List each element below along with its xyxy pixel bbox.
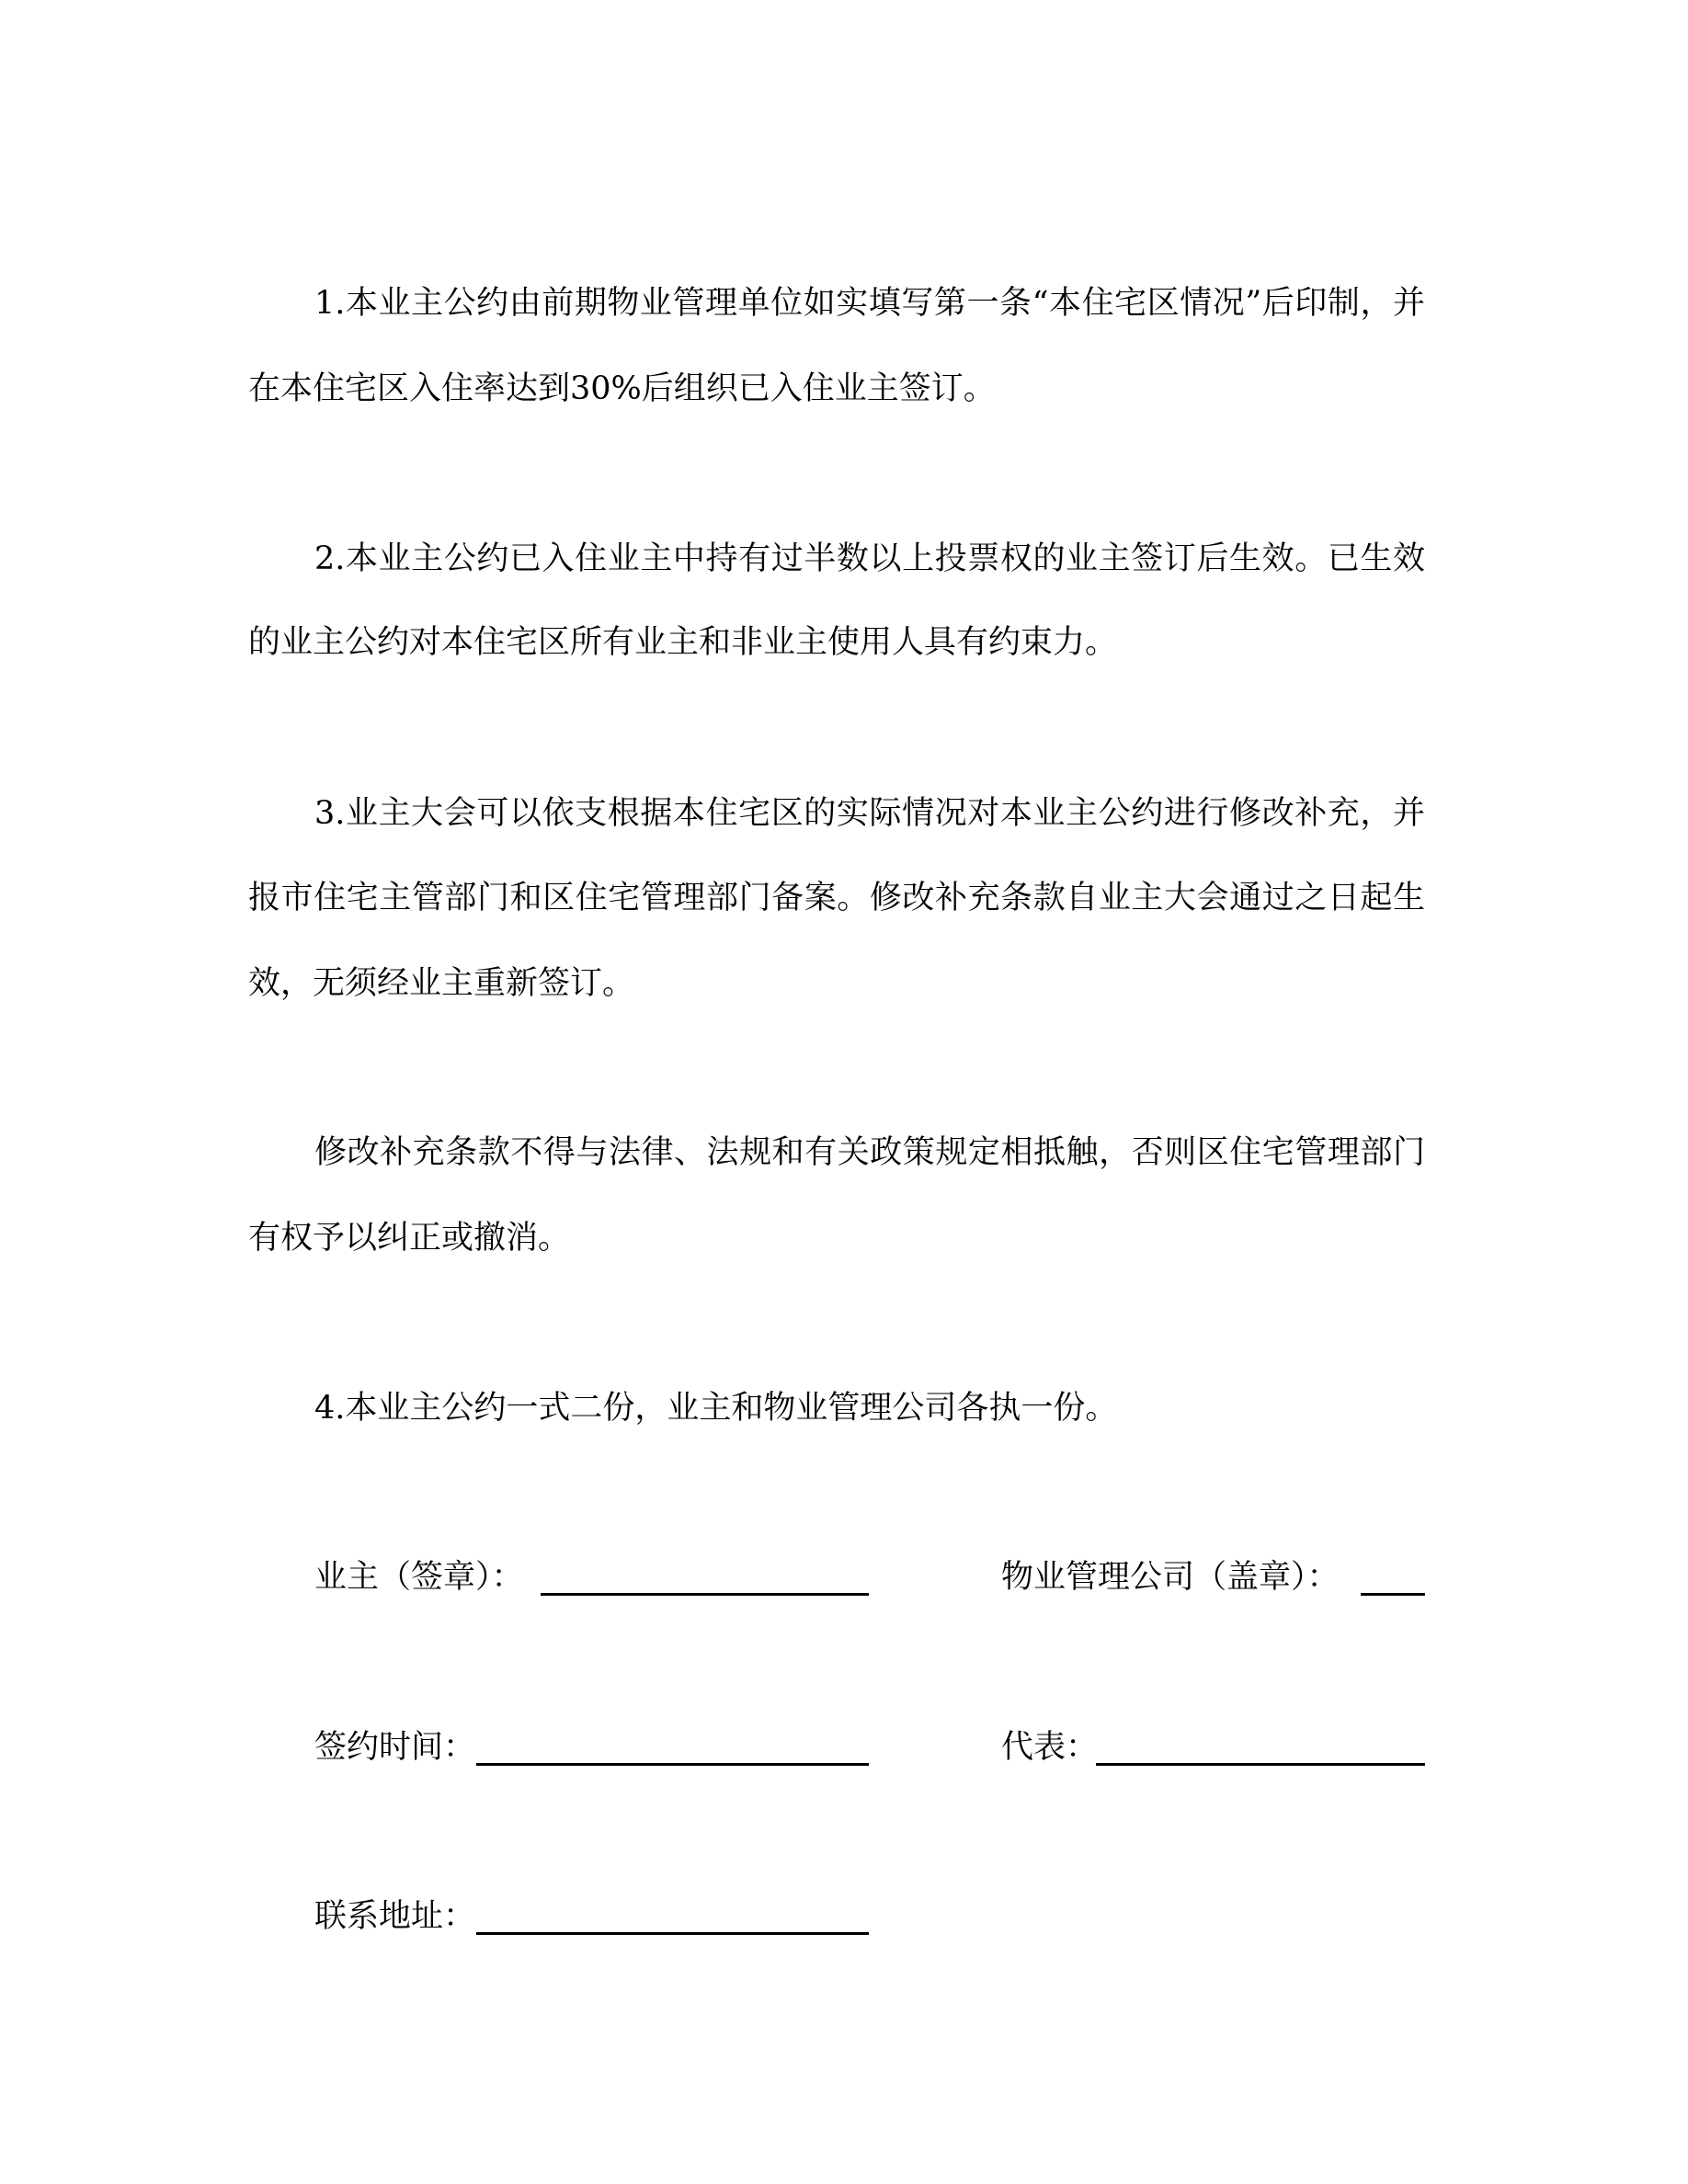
sign-date-label: 签约时间： — [314, 1729, 476, 1766]
address-label: 联系地址： — [314, 1898, 476, 1935]
paragraph-3-line-1: 3.业主大会可以依支根据本住宅区的实际情况对本业主公约进行修改补充，并 — [314, 795, 1425, 832]
paragraph-4-line-1: 修改补充条款不得与法律、法规和有关政策规定相抵触，否则区住宅管理部门 — [314, 1134, 1425, 1171]
paragraph-3-line-2: 报市住宅主管部门和区住宅管理部门备案。修改补充条款自业主大会通过之日起生 — [248, 880, 1425, 916]
company-seal-label: 物业管理公司（盖章）： — [1001, 1559, 1340, 1596]
paragraph-2-line-1: 2.本业主公约已入住业主中持有过半数以上投票权的业主签订后生效。已生效 — [314, 540, 1425, 577]
paragraph-2-line-2: 的业主公约对本住宅区所有业主和非业主使用人具有约束力。 — [248, 624, 1118, 661]
paragraph-1-line-1: 1.本业主公约由前期物业管理单位如实填写第一条“本住宅区情况”后印制，并 — [314, 285, 1425, 322]
company-seal-line[interactable] — [1361, 1593, 1425, 1596]
representative-line[interactable] — [1096, 1763, 1425, 1766]
owner-signature-label: 业主（签章）： — [314, 1559, 524, 1596]
paragraph-1-line-2: 在本住宅区入住率达到30%后组织已入住业主签订。 — [248, 370, 996, 407]
paragraph-4-line-2: 有权予以纠正或撤消。 — [248, 1220, 571, 1257]
representative-label: 代表： — [1001, 1729, 1099, 1766]
paragraph-5-line-1: 4.本业主公约一式二份，业主和物业管理公司各执一份。 — [314, 1390, 1118, 1427]
sign-date-line[interactable] — [476, 1763, 869, 1766]
paragraph-3-line-3: 效，无须经业主重新签订。 — [248, 965, 635, 1002]
owner-signature-line[interactable] — [541, 1593, 869, 1596]
address-line[interactable] — [476, 1932, 869, 1935]
